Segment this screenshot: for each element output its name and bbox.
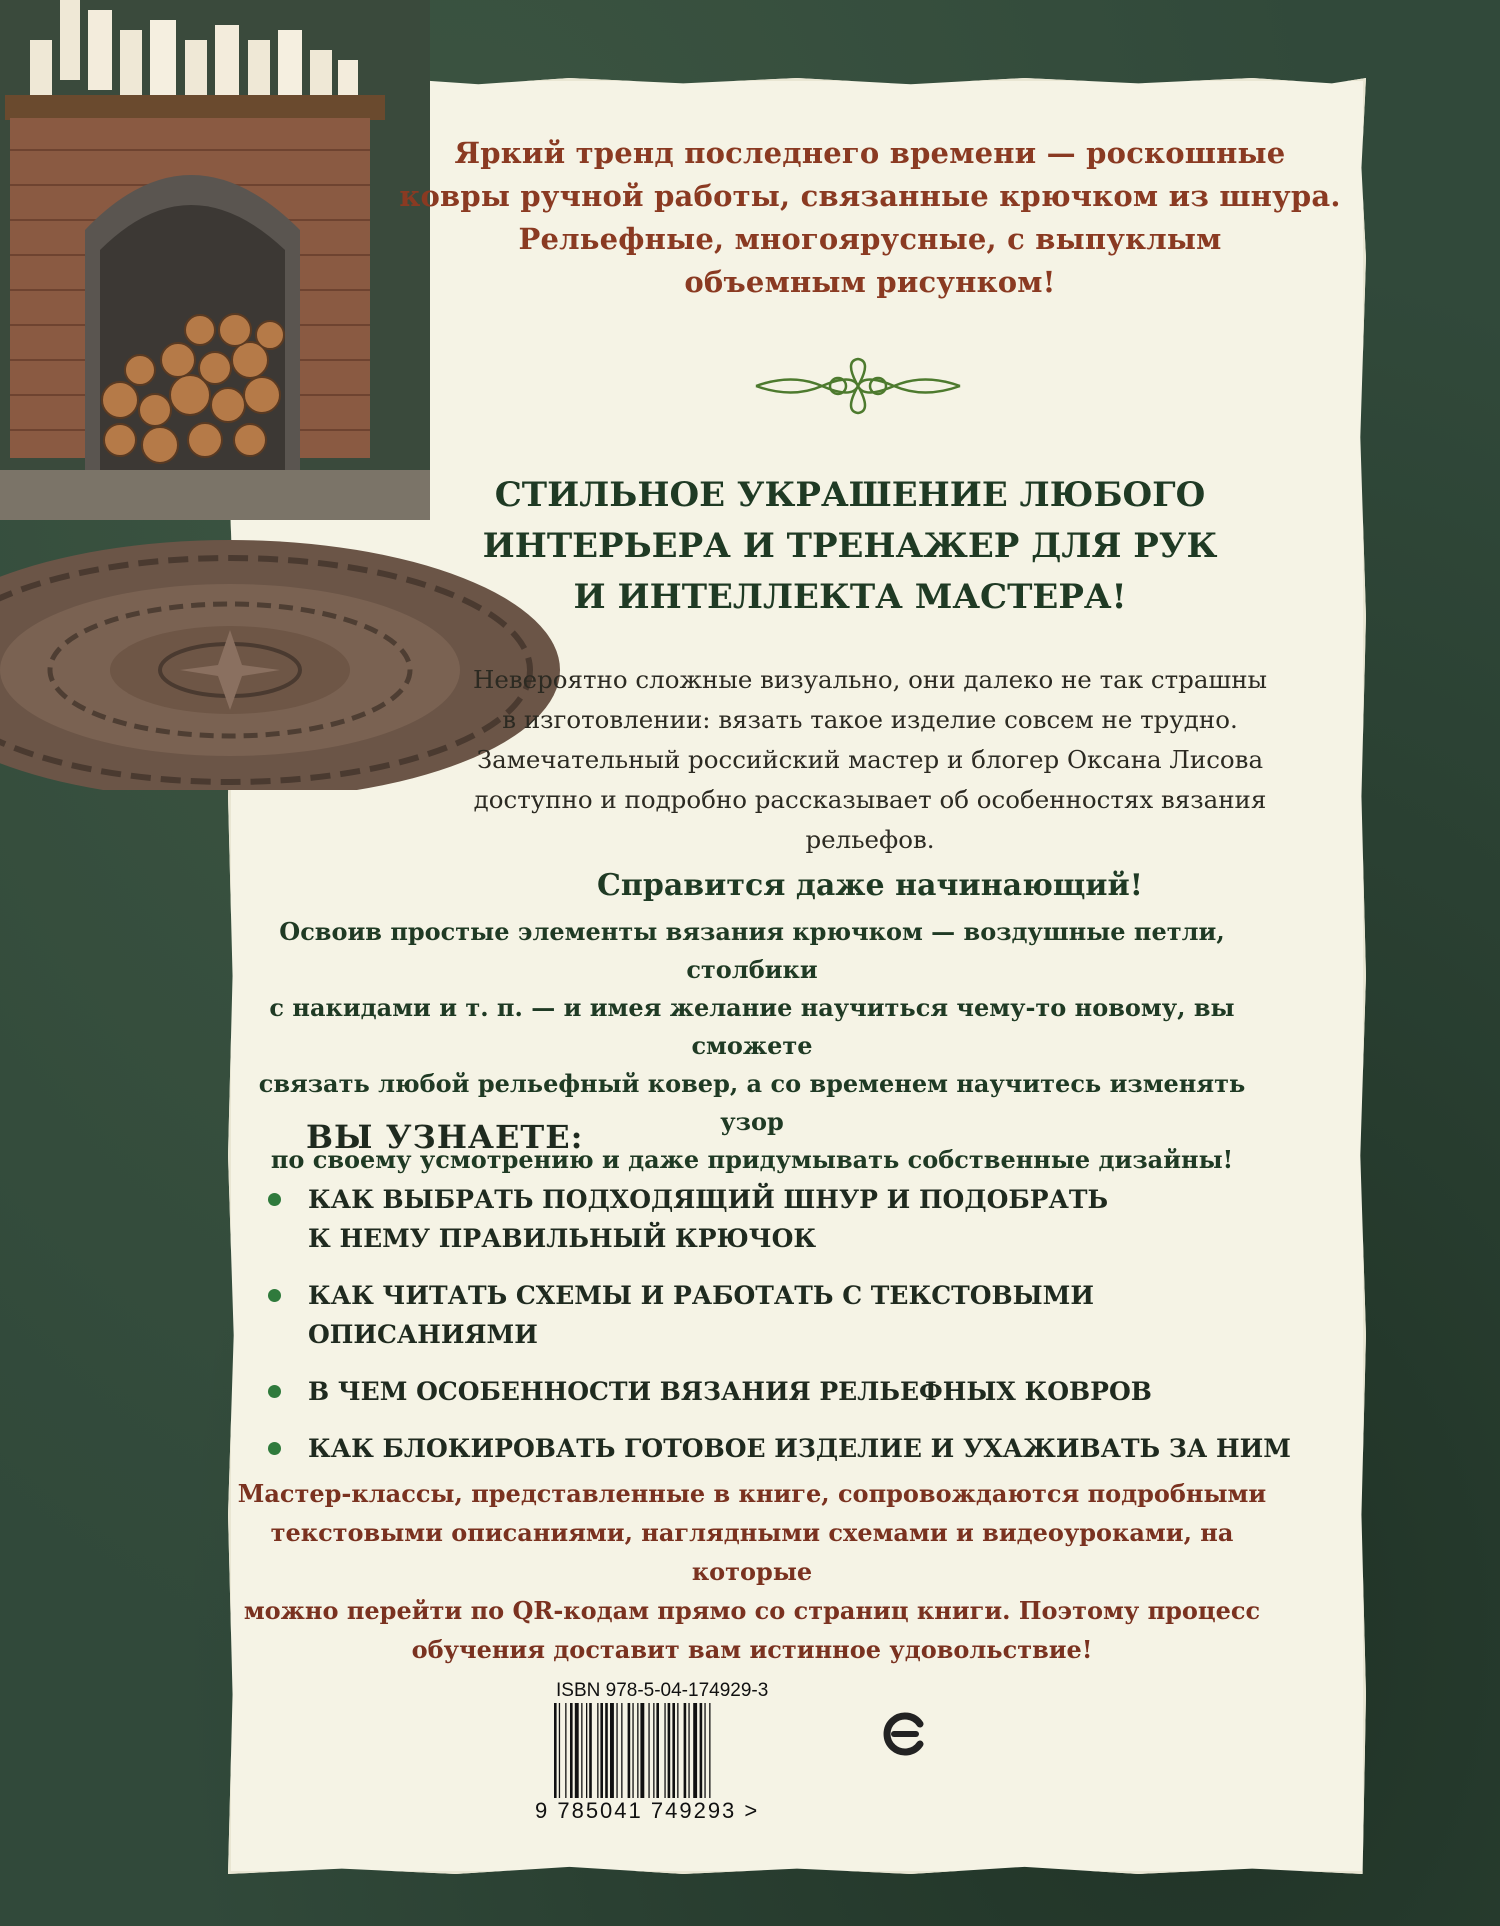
barcode-bar: [600, 1703, 603, 1798]
learn-list: [268, 1180, 1328, 1486]
barcode-bar: [554, 1703, 557, 1798]
outro-line: обучения доставит вам истинное удовольствие!: [411, 1635, 1093, 1664]
headline: [430, 470, 1270, 623]
barcode-bar: [656, 1703, 659, 1798]
flourish-ornament-icon: [752, 355, 964, 417]
headline-line: ИНТЕРЬЕРА И ТРЕНАЖЕР ДЛЯ РУК: [482, 526, 1218, 566]
outro-line: Мастер-классы, представленные в книге, сопровождаются подробными: [237, 1479, 1267, 1508]
intro-line: доступно и подробно рассказывает об особенностях вязания рельефов.: [473, 785, 1267, 854]
bullet-dot-icon: [268, 1442, 281, 1455]
barcode-bar: [684, 1703, 687, 1798]
list-item: [268, 1276, 1328, 1354]
barcode-bar: [648, 1703, 649, 1798]
headline-line: СТИЛЬНОЕ УКРАШЕНИЕ ЛЮБОГО: [494, 475, 1206, 515]
barcode-bar: [677, 1703, 678, 1798]
barcode-bar: [581, 1703, 582, 1798]
bullet-dot-icon: [268, 1193, 281, 1206]
tagline-line: ковры ручной работы, связанные крючком из шнура.: [399, 179, 1341, 213]
barcode-bar: [575, 1703, 579, 1798]
barcode-bar: [589, 1703, 592, 1798]
barcode-bar: [672, 1703, 675, 1798]
barcode-bar: [640, 1703, 644, 1798]
list-item: [268, 1429, 1328, 1468]
body-line: с накидами и т. п. — и имея желание научиться чему-то новому, вы сможете: [269, 993, 1235, 1060]
barcode-bar: [621, 1703, 622, 1798]
body-line: по своему усмотрению и даже придумывать собственные дизайны!: [270, 1145, 1234, 1174]
body-line: связать любой рельефный ковер, а со временем научитесь изменять узор: [258, 1069, 1246, 1136]
barcode-bar: [709, 1703, 710, 1798]
outro-line: текстовыми описаниями, наглядными схемами и видеоуроками, на которые: [270, 1518, 1234, 1586]
list-item-line: КАК ВЫБРАТЬ ПОДХОДЯЩИЙ ШНУР И ПОДОБРАТЬ: [308, 1185, 1109, 1214]
list-item: [268, 1180, 1328, 1258]
barcode-bar: [570, 1703, 573, 1798]
headline-line: И ИНТЕЛЛЕКТА МАСТЕРА!: [573, 577, 1127, 617]
bullet-dot-icon: [268, 1289, 281, 1302]
barcode: [552, 1703, 764, 1798]
body-line: Освоив простые элементы вязания крючком — воздушные петли, столбики: [279, 917, 1225, 984]
intro-paragraph: [420, 660, 1320, 860]
list-item-line: КАК БЛОКИРОВАТЬ ГОТОВОЕ ИЗДЕЛИЕ И УХАЖИВАТЬ ЗА НИМ: [308, 1434, 1291, 1463]
eksmo-logo-icon: [880, 1708, 932, 1760]
intro-line: Невероятно сложные визуально, они далеко не так страшны: [472, 665, 1268, 694]
barcode-bar: [632, 1703, 633, 1798]
outro-paragraph: [232, 1474, 1272, 1669]
barcode-bar: [628, 1703, 631, 1798]
tagline-line: Яркий тренд последнего времени — роскошные: [454, 136, 1286, 170]
barcode-bar: [637, 1703, 638, 1798]
isbn-label: ISBN 978-5-04-174929-3: [556, 1680, 769, 1701]
list-item-line: КАК ЧИТАТЬ СХЕМЫ И РАБОТАТЬ С ТЕКСТОВЫМИ ОПИСАНИЯМИ: [308, 1281, 1094, 1349]
bullet-dot-icon: [268, 1385, 281, 1398]
barcode-bar: [664, 1703, 665, 1798]
barcode-bar: [616, 1703, 617, 1798]
barcode-bar: [700, 1703, 703, 1798]
list-item-line: В ЧЕМ ОСОБЕННОСТИ ВЯЗАНИЯ РЕЛЬЕФНЫХ КОВРОВ: [308, 1377, 1152, 1406]
barcode-bar: [704, 1703, 705, 1798]
barcode-bar: [559, 1703, 560, 1798]
fireplace-photo: [0, 0, 430, 520]
barcode-bar: [668, 1703, 671, 1798]
tagline-line: объемным рисунком!: [684, 265, 1056, 299]
barcode-bar: [653, 1703, 654, 1798]
list-item: [268, 1372, 1328, 1411]
learn-title: ВЫ УЗНАЕТЕ:: [306, 1118, 584, 1156]
intro-line: Замечательный российский мастер и блогер Оксана Лисова: [476, 745, 1264, 774]
intro-line: в изготовлении: вязать такое изделие совсем не трудно.: [502, 705, 1238, 734]
barcode-bar: [565, 1703, 566, 1798]
tagline: [380, 132, 1360, 304]
outro-line: можно перейти по QR-кодам прямо со страниц книги. Поэтому процесс: [243, 1596, 1261, 1625]
barcode-bar: [597, 1703, 598, 1798]
list-item-line: К НЕМУ ПРАВИЛЬНЫЙ КРЮЧОК: [308, 1224, 817, 1253]
subheading: Справится даже начинающий!: [597, 868, 1143, 903]
barcode-bar: [693, 1703, 697, 1798]
barcode-bar: [586, 1703, 587, 1798]
barcode-bar: [610, 1703, 614, 1798]
barcode-number: 9 785041 749293 >: [535, 1798, 760, 1823]
tagline-line: Рельефные, многоярусные, с выпуклым: [518, 222, 1222, 256]
barcode-bar: [605, 1703, 608, 1798]
barcode-bar: [688, 1703, 689, 1798]
